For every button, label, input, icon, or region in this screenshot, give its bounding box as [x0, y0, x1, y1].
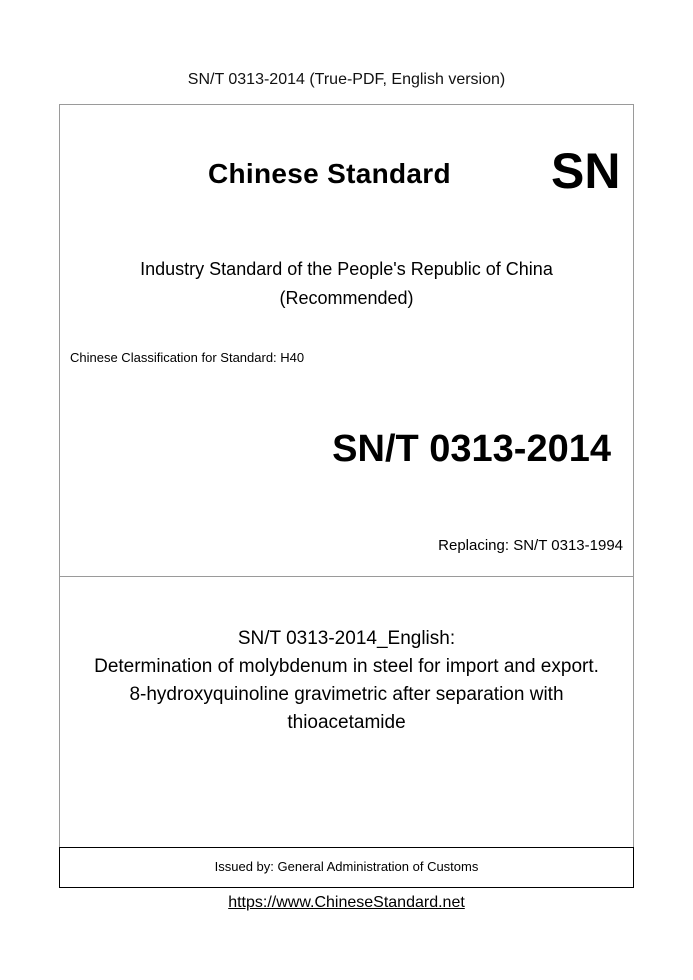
industry-standard-line: Industry Standard of the People's Republic of China [140, 259, 553, 279]
website-link[interactable]: https://www.ChineseStandard.net [228, 894, 465, 911]
cover-top-section [60, 105, 633, 577]
standard-number: SN/T 0313-2014 [332, 428, 611, 470]
chinese-standard-heading: Chinese Standard [208, 158, 451, 189]
document-header: SN/T 0313-2014 (True-PDF, English version) [187, 71, 506, 88]
recommended-line: (Recommended) [279, 288, 414, 308]
replacing-label: Replacing: SN/T 0313-1994 [438, 537, 623, 554]
title-line: thioacetamide [287, 712, 406, 733]
footer [0, 894, 693, 912]
classification-label: Chinese Classification for Standard: H40 [70, 350, 305, 365]
issued-by-box: Issued by: General Administration of Customs [59, 847, 634, 888]
cover-frame [59, 104, 634, 887]
sn-mark: SN [551, 143, 621, 199]
title-line: Determination of molybdenum in steel for import and export. [94, 656, 599, 677]
title-line: SN/T 0313-2014_English: [237, 628, 456, 649]
title-line: 8-hydroxyquinoline gravimetric after separation with [129, 684, 564, 705]
standard-title [60, 625, 633, 737]
